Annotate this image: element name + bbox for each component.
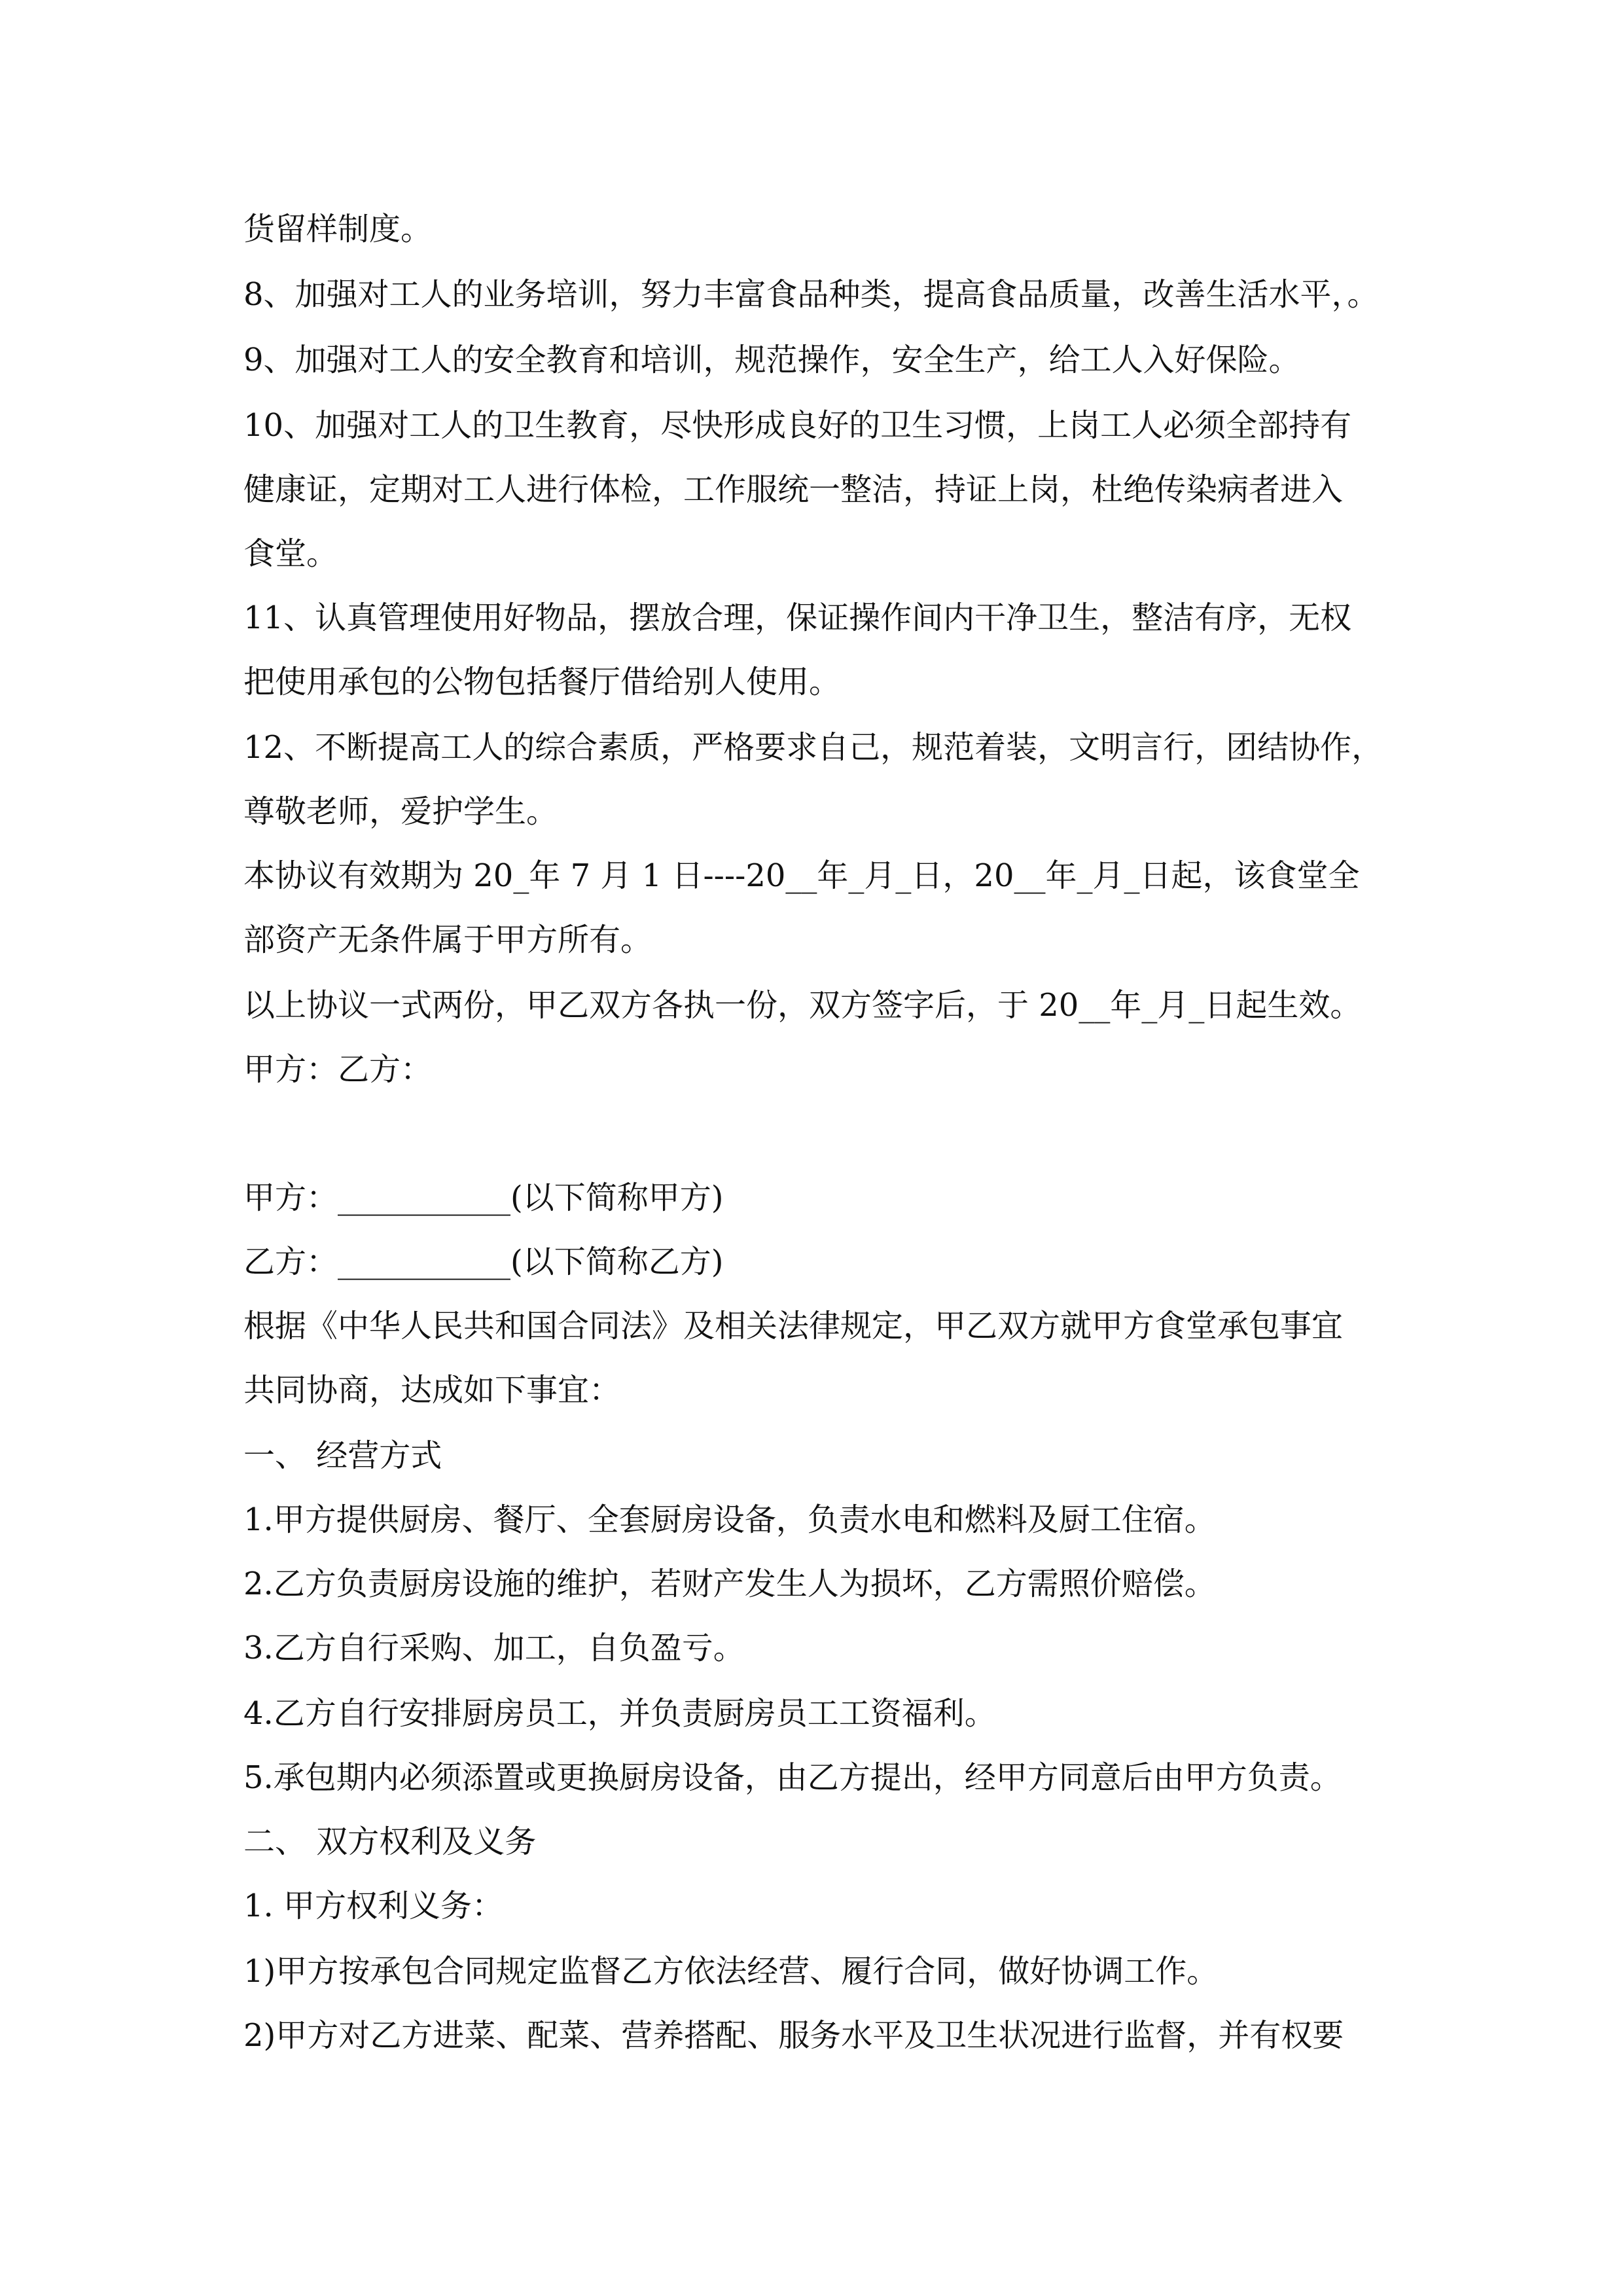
text-line: 3.乙方自行采购、加工，自负盈亏。 xyxy=(243,1630,745,1666)
text-line: 健康证，定期对工人进行体检，工作服统一整洁，持证上岗，杜绝传染病者进入 xyxy=(243,471,1344,508)
text-line: 9、加强对工人的安全教育和培训，规范操作，安全生产，给工人入好保险。 xyxy=(243,342,1300,378)
text-line: 12、不断提高工人的综合素质，严格要求自己，规范着装，文明言行，团结协作， xyxy=(243,729,1383,766)
text-line: 部资产无条件属于甲方所有。 xyxy=(243,922,652,958)
text-line: 2.乙方负责厨房设施的维护，若财产发生人为损坏，乙方需照价赔偿。 xyxy=(243,1566,1216,1602)
section-heading: 一、 经营方式 xyxy=(243,1437,442,1474)
text-line: 本协议有效期为 20_年 7 月 1 日----20__年_月_日，20__年_月_日起，该食堂全 xyxy=(243,857,1360,894)
text-line: 共同协商，达成如下事宜： xyxy=(243,1372,621,1408)
text-line: 食堂。 xyxy=(243,535,338,572)
signature-line: 甲方：乙方： xyxy=(243,1051,433,1088)
text-line: 货留样制度。 xyxy=(243,211,433,247)
text-line: 以上协议一式两份，甲乙双方各执一份，双方签字后，于 20__年_月_日起生效。 xyxy=(243,987,1362,1024)
text-line: 2)甲方对乙方进菜、配菜、营养搭配、服务水平及卫生状况进行监督，并有权要 xyxy=(243,2017,1344,2054)
section-heading: 二、 双方权利及义务 xyxy=(243,1823,537,1860)
text-line: 尊敬老师，爱护学生。 xyxy=(243,793,558,830)
text-line: 1.甲方提供厨房、餐厅、全套厨房设备，负责水电和燃料及厨工住宿。 xyxy=(243,1501,1216,1538)
party-a-line: 甲方：___________(以下简称甲方) xyxy=(243,1179,724,1216)
text-line: 根据《中华人民共和国合同法》及相关法律规定，甲乙双方就甲方食堂承包事宜 xyxy=(243,1308,1344,1344)
text-line: 1)甲方按承包合同规定监督乙方依法经营、履行合同，做好协调工作。 xyxy=(243,1953,1219,1990)
text-line: 4.乙方自行安排厨房员工，并负责厨房员工工资福利。 xyxy=(243,1695,996,1732)
text-line: 8、加强对工人的业务培训，努力丰富食品种类，提高食品质量，改善生活水平，。 xyxy=(243,276,1379,313)
text-line: 5.承包期内必须添置或更换厨房设备，由乙方提出，经甲方同意后由甲方负责。 xyxy=(243,1759,1342,1796)
text-line: 把使用承包的公物包括餐厅借给别人使用。 xyxy=(243,664,841,700)
text-line: 11、认真管理使用好物品，摆放合理，保证操作间内干净卫生，整洁有序，无权 xyxy=(243,600,1352,636)
text-line: 10、加强对工人的卫生教育，尽快形成良好的卫生习惯，上岗工人必须全部持有 xyxy=(243,407,1352,444)
party-b-line: 乙方：___________(以下简称乙方) xyxy=(243,1244,724,1280)
text-line: 1. 甲方权利义务： xyxy=(243,1888,504,1924)
